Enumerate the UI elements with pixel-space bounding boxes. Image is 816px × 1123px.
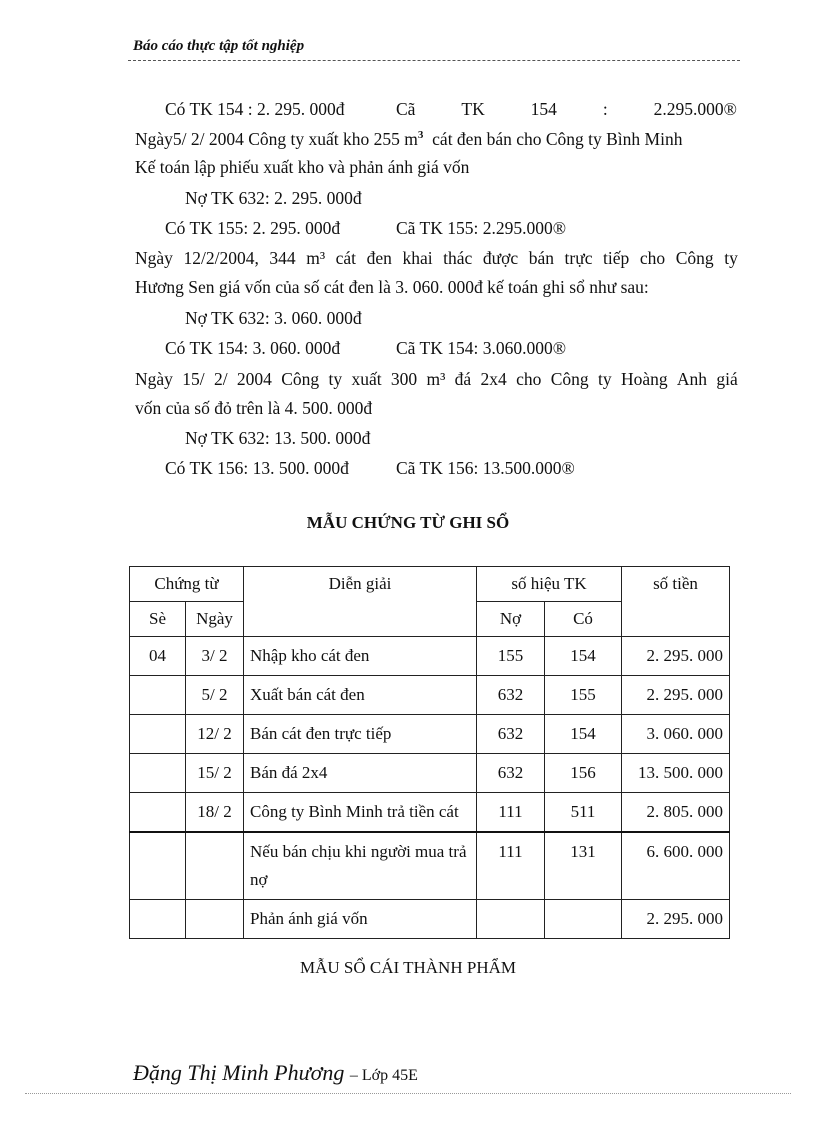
text-line-3: Kế toán lập phiếu xuất kho và phản ánh giá vốn [135, 157, 470, 177]
table-row [130, 900, 730, 939]
cell-dien-giai: Phản ánh giá vốn [244, 900, 477, 939]
l10-word: Công [550, 369, 589, 389]
cell-no [477, 900, 545, 939]
l10-word: cho [516, 369, 542, 389]
cell-dien-giai: Xuất bán cát đen [244, 676, 477, 715]
header-chung-tu: Chứng từ [130, 567, 244, 602]
cell-no: 632 [477, 754, 545, 793]
text-line-6 [135, 248, 738, 269]
cell-so-tien: 2. 295. 000 [622, 900, 730, 939]
cell-so [130, 793, 186, 833]
text-line-9b: Cã TK 154: 3.060.000® [396, 338, 566, 358]
voucher-table [129, 566, 730, 939]
cell-so-tien: 2. 805. 000 [622, 793, 730, 833]
l6-word: bán [528, 248, 554, 268]
l1b-word: Cã [396, 99, 416, 119]
l10-word: đá [454, 369, 472, 389]
l10-word: 2/ [213, 369, 228, 389]
l2-superscript: 3 [417, 129, 424, 142]
ledger-caption: MẪU SỔ CÁI THÀNH PHẨM [300, 958, 516, 977]
section-title: MẪU CHỨNG TỪ GHI SỔ [306, 513, 510, 532]
table-header-row [130, 567, 730, 602]
l10-word: ty [328, 369, 343, 389]
cell-so-tien: 2. 295. 000 [622, 676, 730, 715]
l6-word: tiếp [603, 248, 630, 268]
cell-co [545, 900, 622, 939]
footer-divider [25, 1093, 791, 1094]
l10-word: giá [716, 369, 738, 389]
table-row [130, 793, 730, 833]
cell-co: 154 [545, 637, 622, 676]
cell-ngay: 12/ 2 [186, 715, 244, 754]
l6-word: Công [675, 248, 714, 268]
l10-word: ty [597, 369, 612, 389]
header-divider [128, 60, 740, 61]
l10-word: 15/ [182, 369, 205, 389]
table-row [130, 637, 730, 676]
l6-word: cát [335, 248, 357, 268]
l6-word: m³ [306, 248, 326, 268]
cell-so [130, 676, 186, 715]
cell-so-tien: 3. 060. 000 [622, 715, 730, 754]
l10-word: Hoàng [620, 369, 668, 389]
cell-so [130, 715, 186, 754]
cell-ngay: 18/ 2 [186, 793, 244, 833]
header-so: Sè [130, 602, 186, 637]
text-line-5a: Có TK 155: 2. 295. 000đ [165, 218, 341, 238]
l2-part-a: Ngày5/ 2/ 2004 Công ty xuất kho 255 m [135, 129, 418, 149]
header-so-tien: số tiền [622, 567, 730, 637]
l6-word: được [482, 248, 519, 268]
cell-dien-giai: Nếu bán chịu khi người mua trả nợ [244, 832, 477, 900]
cell-so [130, 832, 186, 900]
text-line-1b [396, 99, 737, 120]
cell-dien-giai: Bán cát đen trực tiếp [244, 715, 477, 754]
page-header-title: Báo cáo thực tập tốt nghiệp [133, 38, 305, 54]
l6-word: 12/2/2004, [183, 248, 259, 268]
cell-so-tien: 13. 500. 000 [622, 754, 730, 793]
text-line-13a: Có TK 156: 13. 500. 000đ [165, 458, 349, 478]
l6-word: ty [724, 248, 738, 268]
l10-word: m³ [426, 369, 446, 389]
l6-word: thác [443, 248, 473, 268]
l2-part-b: cát đen bán cho Công ty Bình Minh [432, 129, 683, 149]
header-so-hieu-tk: số hiệu TK [477, 567, 622, 602]
l1b-word: : [602, 99, 608, 119]
l6-word: trực [564, 248, 593, 268]
header-no: Nợ [477, 602, 545, 637]
cell-no: 111 [477, 793, 545, 833]
header-co: Có [545, 602, 622, 637]
l6-word: đen [366, 248, 392, 268]
author-class: – Lớp 45E [349, 1067, 418, 1084]
text-line-8: Nợ TK 632: 3. 060. 000đ [185, 308, 362, 328]
cell-ngay: 5/ 2 [186, 676, 244, 715]
cell-no: 155 [477, 637, 545, 676]
table-row [130, 754, 730, 793]
table-row [130, 715, 730, 754]
l10-word: 300 [390, 369, 418, 389]
cell-co: 511 [545, 793, 622, 833]
cell-dien-giai: Bán đá 2x4 [244, 754, 477, 793]
l1b-word: TK [461, 99, 485, 119]
cell-so: 04 [130, 637, 186, 676]
cell-no: 632 [477, 676, 545, 715]
header-ngay: Ngày [186, 602, 244, 637]
cell-so [130, 900, 186, 939]
text-line-5b: Cã TK 155: 2.295.000® [396, 218, 566, 238]
table-row [130, 832, 730, 900]
l10-word: xuất [351, 369, 382, 389]
text-line-2 [135, 129, 682, 150]
cell-so [130, 754, 186, 793]
cell-so-tien: 6. 600. 000 [622, 832, 730, 900]
cell-dien-giai: Công ty Bình Minh trả tiền cát [244, 793, 477, 833]
cell-co: 131 [545, 832, 622, 900]
text-line-10 [135, 369, 738, 390]
l6-word: cho [639, 248, 666, 268]
cell-ngay [186, 832, 244, 900]
cell-ngay: 15/ 2 [186, 754, 244, 793]
author-name: Đặng Thị Minh Phương [133, 1060, 345, 1085]
cell-dien-giai: Nhập kho cát đen [244, 637, 477, 676]
cell-so-tien: 2. 295. 000 [622, 637, 730, 676]
l10-word: 2x4 [480, 369, 507, 389]
cell-co: 155 [545, 676, 622, 715]
text-line-12: Nợ TK 632: 13. 500. 000đ [185, 428, 371, 448]
text-line-4: Nợ TK 632: 2. 295. 000đ [185, 188, 362, 208]
l1b-word: 2.295.000® [653, 99, 737, 119]
l10-word: Anh [676, 369, 708, 389]
text-line-7: Hương Sen giá vốn của số cát đen là 3. 060. 000đ kế toán ghi sổ như sau: [135, 277, 649, 297]
table-row [130, 676, 730, 715]
cell-ngay [186, 900, 244, 939]
l10-word: Ngày [135, 369, 173, 389]
l10-word: 2004 [236, 369, 272, 389]
cell-no: 632 [477, 715, 545, 754]
footer-author [133, 1060, 418, 1086]
cell-ngay: 3/ 2 [186, 637, 244, 676]
l6-word: 344 [269, 248, 296, 268]
l6-word: Ngày [135, 248, 173, 268]
cell-co: 156 [545, 754, 622, 793]
text-line-1a: Có TK 154 : 2. 295. 000đ [165, 99, 345, 119]
text-line-13b: Cã TK 156: 13.500.000® [396, 458, 575, 478]
cell-co: 154 [545, 715, 622, 754]
l6-word: khai [402, 248, 433, 268]
cell-no: 111 [477, 832, 545, 900]
l1b-word: 154 [530, 99, 557, 119]
header-dien-giai: Diễn giải [244, 567, 477, 637]
text-line-9a: Có TK 154: 3. 060. 000đ [165, 338, 341, 358]
l10-word: Công [281, 369, 320, 389]
text-line-11: vốn của số đỏ trên là 4. 500. 000đ [135, 398, 373, 418]
